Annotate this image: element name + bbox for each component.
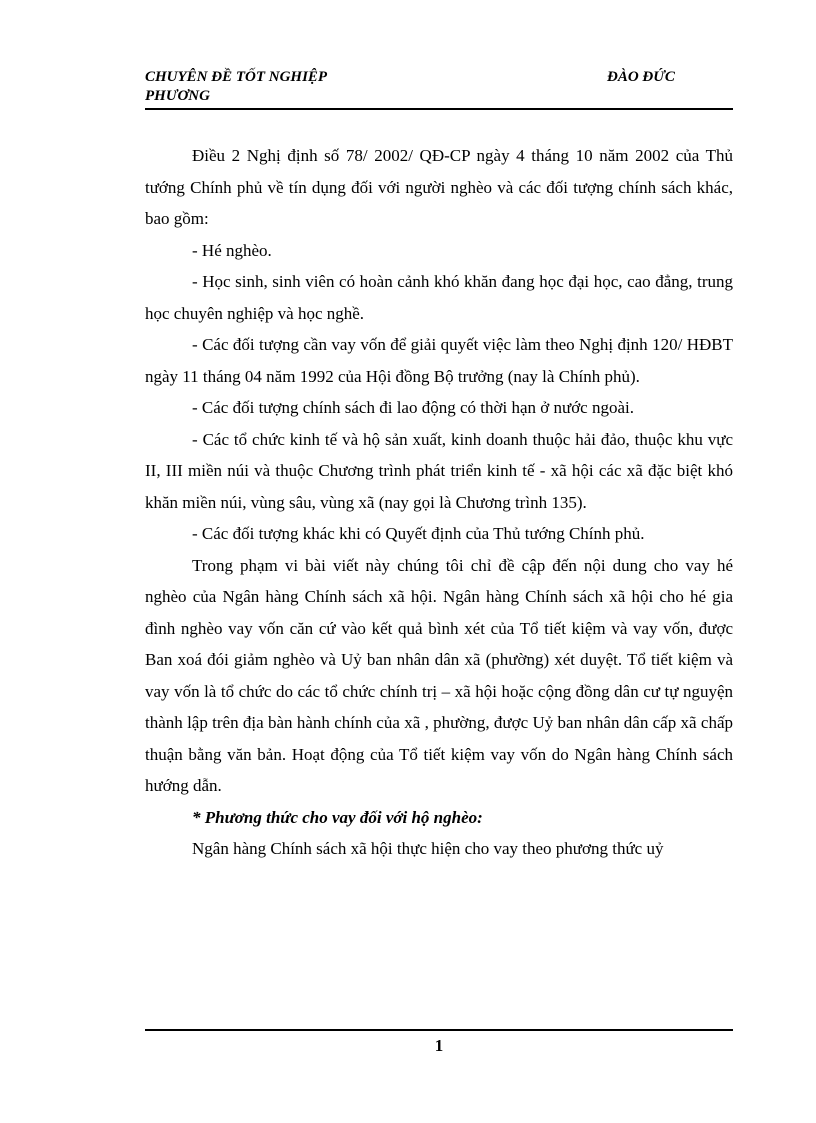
list-item-employment: - Các đối tượng cần vay vốn để giải quyết việc làm theo Nghị định 120/ HĐBT ngày 11 tháng 04 năm 1992 của Hội đồng Bộ trưởng (nay là Chính phủ). xyxy=(145,335,733,386)
page-number: 1 xyxy=(434,1036,444,1055)
page-header xyxy=(145,68,733,110)
list-item-economic-orgs: - Các tổ chức kinh tế và hộ sản xuất, kinh doanh thuộc hải đảo, thuộc khu vực II, III miền núi và thuộc Chương trình phát triển kinh tế - xã hội các xã đặc biệt khó khăn miền núi, vùng sâu, vùng xã (nay gọi là Chương trình 135). xyxy=(145,429,733,512)
header-title: CHUYÊN ĐỀ TỐT NGHIỆP xyxy=(145,69,328,85)
paragraph-decree: Điều 2 Nghị định số 78/ 2002/ QĐ-CP ngày 4 tháng 10 năm 2002 của Thủ tướng Chính phủ về tín dụng đối với người nghèo và các đối tượng chính sách khác, bao gồm: xyxy=(145,146,733,228)
list-item-overseas-labor: - Các đối tượng chính sách đi lao động có thời hạn ở nước ngoài. xyxy=(192,398,634,417)
document-body xyxy=(145,140,733,865)
list-item-poor-households: - Hé nghèo. xyxy=(192,240,272,260)
header-author: ĐÀO ĐỨC xyxy=(607,69,675,85)
paragraph-scope: Trong phạm vi bài viết này chúng tôi chỉ đề cập đến nội dung cho vay hé nghèo của Ngân hàng Chính sách xã hội. Ngân hàng Chính sách xã hội cho hé gia đình nghèo vay vốn căn cứ vào kết quả bình xét của Tổ tiết kiệm và vay vốn, được Ban xoá đói giảm nghèo và Uỷ ban nhân dân xã (phường) xét duyệt. Tổ tiết kiệm và vay vốn là tổ chức do các tổ chức chính trị – xã hội hoặc cộng đồng dân cư tự nguyện thành lập trên địa bàn hành chính của xã , phường, được Uỷ ban nhân dân cấp xã chấp thuận bằng văn bản. Hoạt động của Tổ tiết kiệm vay vốn do Ngân hàng Chính sách hướng dẫn. xyxy=(145,555,733,795)
list-item-others: - Các đối tượng khác khi có Quyết định của Thủ tướng Chính phủ. xyxy=(192,524,645,543)
list-item-students: - Học sinh, sinh viên có hoàn cảnh khó khăn đang học đại học, cao đẳng, trung học chuyên nghiệp và học nghề. xyxy=(145,272,733,323)
paragraph-lending-method: Ngân hàng Chính sách xã hội thực hiện cho vay theo phương thức uỷ xyxy=(192,839,664,858)
header-author-continued: PHƯƠNG xyxy=(145,88,210,104)
footer-divider xyxy=(145,1029,733,1031)
section-heading: * Phương thức cho vay đối với hộ nghèo: xyxy=(192,807,483,827)
